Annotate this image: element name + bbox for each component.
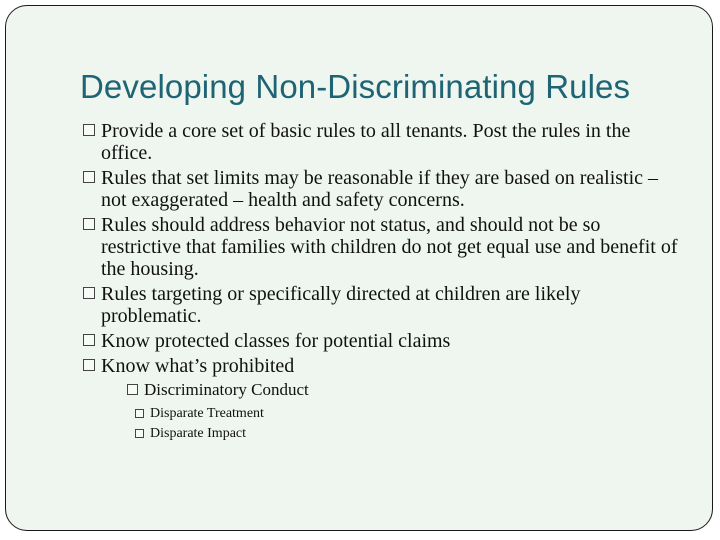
- bullet-item: [82, 355, 682, 377]
- checkbox-square-icon: [83, 359, 95, 371]
- checkbox-square-icon: [83, 124, 95, 136]
- checkbox-square-icon: [83, 334, 95, 346]
- bullet-text: Rules should address behavior not status, and should not be so restrictive that families with children do not get equal use and benefit of the housing.: [101, 214, 678, 280]
- bullet-item: [82, 120, 682, 164]
- checkbox-square-icon: [83, 287, 95, 299]
- bullet-item: [82, 330, 682, 352]
- bullet-item: [82, 283, 682, 327]
- checkbox-square-icon: [83, 218, 95, 230]
- bullet-list: [82, 120, 682, 444]
- checkbox-square-icon: [127, 384, 138, 395]
- sub-sub-bullet-text: Disparate Treatment: [150, 406, 264, 421]
- bullet-text: Provide a core set of basic rules to all tenants. Post the rules in the office.: [101, 120, 631, 164]
- bullet-text: Know what’s prohibited: [101, 355, 295, 377]
- bullet-item: [82, 167, 682, 211]
- bullet-text: Know protected classes for potential claims: [101, 330, 451, 352]
- sub-sub-bullet-item: [82, 424, 682, 444]
- bullet-item: [82, 214, 682, 280]
- sub-bullet-item: [82, 380, 682, 400]
- slide: [5, 5, 713, 531]
- sub-bullet-text: Discriminatory Conduct: [144, 380, 309, 399]
- bullet-text: Rules that set limits may be reasonable if they are based on realistic – not exaggerated – health and safety concerns.: [101, 167, 659, 211]
- slide-title: Developing Non-Discriminating Rules: [80, 68, 631, 105]
- sub-sub-bullet-text: Disparate Impact: [150, 426, 247, 441]
- checkbox-square-icon: [135, 409, 144, 418]
- checkbox-square-icon: [83, 171, 95, 183]
- bullet-text: Rules targeting or specifically directed at children are likely problematic.: [101, 283, 581, 327]
- sub-sub-bullet-item: [82, 404, 682, 424]
- checkbox-square-icon: [135, 429, 144, 438]
